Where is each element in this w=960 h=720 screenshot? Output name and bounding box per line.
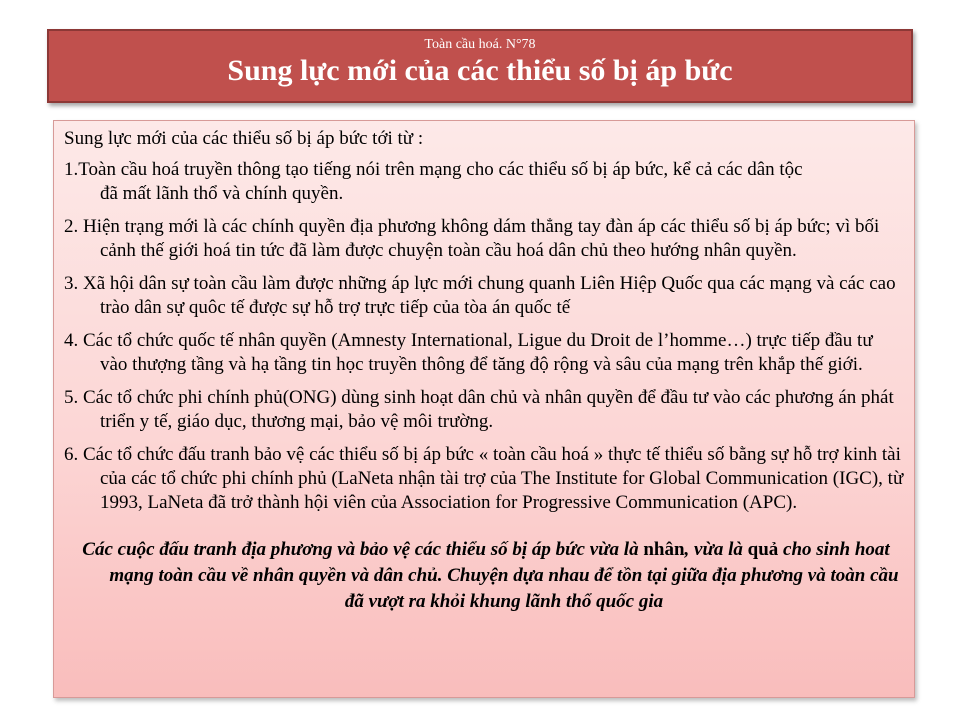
slide-subtitle: Toàn cầu hoá. N°78	[424, 37, 536, 52]
conclusion-text	[64, 537, 904, 615]
conclusion-word-qua: quả	[747, 539, 779, 560]
conclusion-part-1: Các cuộc đấu tranh địa phương và bảo vệ các thiểu số bị áp bức vừa là	[82, 539, 644, 560]
list-item-1-line1: 1.Toàn cầu hoá truyền thông tạo tiếng nói trên mạng cho các thiểu số bị áp bức, kể cả các dân tộc	[64, 159, 803, 180]
list-item-6: 6. Các tổ chức đấu tranh bảo vệ các thiểu số bị áp bức « toàn cầu hoá » thực tế thiểu số bằng sự hỗ trợ kinh tài của các tổ chức phi chính phủ (LaNeta nhận tài trợ của The Institute for Global Communication (IGC), từ 1993, LaNeta đã trở thành hội viên của Association for Progressive Communication (APC).	[64, 444, 904, 513]
conclusion-part-3: cho sinh hoat mạng toàn cầu về nhân quyền và dân chủ. Chuyện dựa nhau để tồn tại giữa địa phương và toàn cầu đã vượt ra khỏi khung lãnh thổ quốc gia	[109, 539, 899, 612]
conclusion-part-2: , vừa là	[684, 539, 748, 560]
intro-text: Sung lực mới của các thiểu số bị áp bức tới từ :	[64, 128, 424, 149]
conclusion-word-nhan: nhân	[643, 539, 685, 560]
list-item-1	[64, 158, 904, 206]
list-item-5: 5. Các tổ chức phi chính phủ(ONG) dùng sinh hoạt dân chủ và nhân quyền để đầu tư vào các phương án phát triển y tế, giáo dục, thương mại, bảo vệ môi trường.	[64, 387, 894, 432]
list-item-2: 2. Hiện trạng mới là các chính quyền địa phương không dám thẳng tay đàn áp các thiểu số bị áp bức; vì bối cảnh thế giới hoá tin tức đã làm được chuyện toàn cầu hoá dân chủ theo hướng nhân quyền.	[64, 216, 880, 261]
list-item-1-line2: đã mất lãnh thổ và chính quyền.	[100, 183, 344, 204]
content-box	[53, 120, 915, 698]
list-item-3: 3. Xã hội dân sự toàn cầu làm được những áp lực mới chung quanh Liên Hiệp Quốc qua các mạng và các cao trào dân sự quôc tế được sự hỗ trợ trực tiếp của tòa án quốc tế	[64, 273, 896, 318]
list-item-4: 4. Các tổ chức quốc tế nhân quyền (Amnesty International, Ligue du Droit de l’homme…) trực tiếp đầu tư vào thượng tầng và hạ tầng tin học truyền thông để tăng độ rộng và sâu của mạng trên khắp thế giới.	[64, 330, 873, 375]
title-box	[47, 29, 913, 103]
slide-title: Sung lực mới của các thiểu số bị áp bức	[227, 54, 733, 87]
